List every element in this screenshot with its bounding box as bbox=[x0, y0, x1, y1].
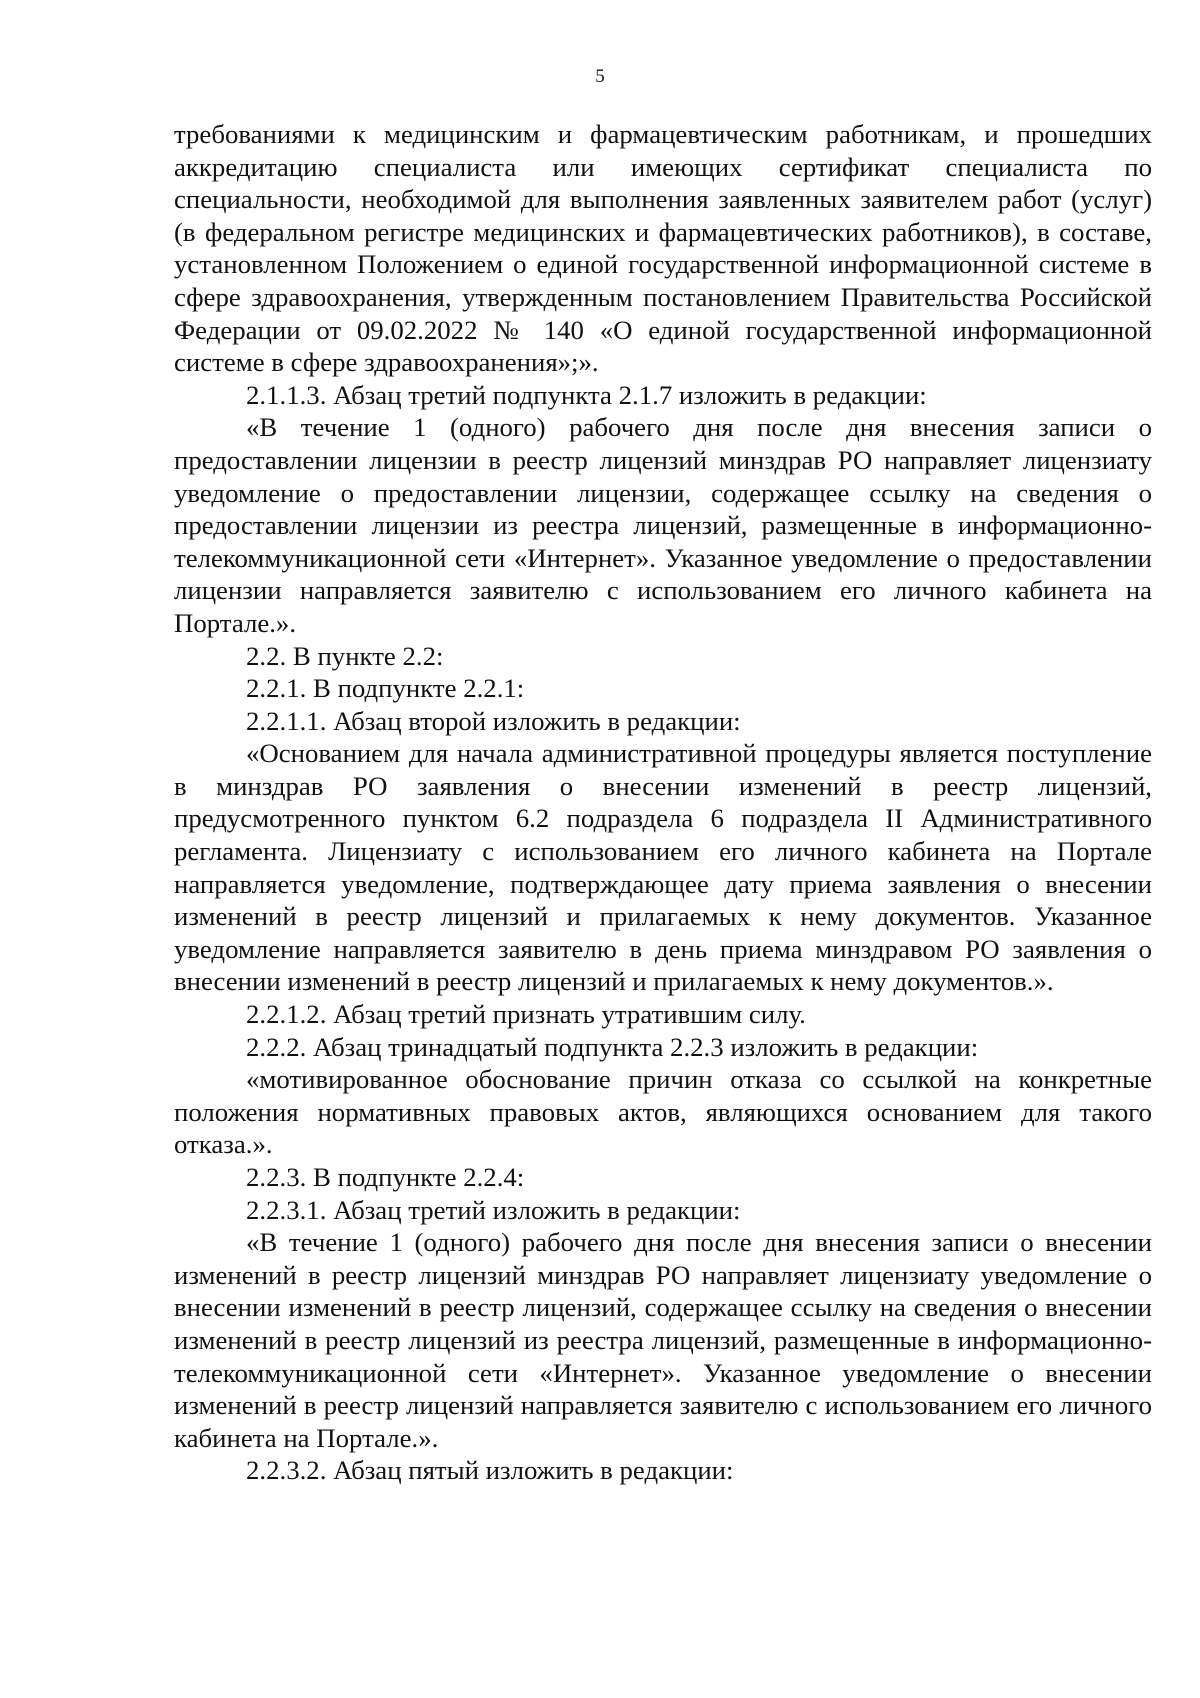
paragraph-7: «Основанием для начала административной процедуры является поступление в минздрав РО заявления о внесении изменений в реестр лицензий, предусмотренного пунктом 6.2 подраздела 6 подраздела II Административного регламента. Лицензиату с использованием его личного кабинета на Портале направляется уведомление, подтверждающее дату приема заявления о внесении изменений в реестр лицензий и прилагаемых к нему документов. Указанное уведомление направляется заявителю в день приема минздравом РО заявления о внесении изменений в реестр лицензий и прилагаемых к нему документов.». bbox=[174, 738, 1152, 997]
paragraph-6: 2.2.1.1. Абзац второй изложить в редакции: bbox=[246, 705, 741, 736]
paragraph-5: 2.2.1. В подпункте 2.2.1: bbox=[246, 673, 525, 704]
document-body bbox=[174, 118, 1152, 1487]
paragraph-11: 2.2.3. В подпункте 2.2.4: bbox=[246, 1162, 525, 1192]
page-number: 5 bbox=[595, 66, 605, 87]
paragraph-14: 2.2.3.2. Абзац пятый изложить в редакции: bbox=[246, 1455, 734, 1486]
paragraph-3: «В течение 1 (одного) рабочего дня после дня внесения записи о предоставлении лицензии в реестр лицензий минздрав РО направляет лицензиату уведомление о предоставлении лицензии, содержащее ссылку на сведения о предоставлении лицензии из реестра лицензий, размещенные в информационно-телекоммуникационной сети «Интернет». Указанное уведомление о предоставлении лицензии направляется заявителю с использованием его личного кабинета на Портале.». bbox=[174, 412, 1152, 638]
paragraph-10: «мотивированное обоснование причин отказа со ссылкой на конкретные положения нормативных правовых актов, являющихся основанием для такого отказа.». bbox=[174, 1064, 1152, 1160]
paragraph-4: 2.2. В пункте 2.2: bbox=[246, 640, 444, 671]
paragraph-9: 2.2.2. Абзац тринадцатый подпункта 2.2.3 изложить в редакции: bbox=[246, 1031, 979, 1062]
paragraph-1: требованиями к медицинским и фармацевтическим работникам, и прошедших аккредитацию специалиста или имеющих сертификат специалиста по специальности, необходимой для выполнения заявленных заявителем работ (услуг) (в федеральном регистре медицинских и фармацевтических работников), в составе, установленном Положением о единой государственной информационной системе в сфере здравоохранения, утвержденным постановлением Правительства Российской Федерации от 09.02.2022 № 140 «О единой государственной информационной системе в сфере здравоохранения»;». bbox=[174, 119, 1152, 378]
paragraph-12: 2.2.3.1. Абзац третий изложить в редакции: bbox=[246, 1194, 741, 1225]
paragraph-13: «В течение 1 (одного) рабочего дня после дня внесения записи о внесении изменений в реестр лицензий минздрав РО направляет лицензиату уведомление о внесении изменений в реестр лицензий, содержащее ссылку на сведения о внесении изменений в реестр лицензий из реестра лицензий, размещенные в информационно-телекоммуникационной сети «Интернет». Указанное уведомление о внесении изменений в реестр лицензий направляется заявителю с использованием его личного кабинета на Портале.». bbox=[174, 1227, 1152, 1453]
paragraph-2: 2.1.1.3. Абзац третий подпункта 2.1.7 изложить в редакции: bbox=[246, 379, 927, 410]
paragraph-8: 2.2.1.2. Абзац третий признать утратившим силу. bbox=[246, 999, 806, 1030]
